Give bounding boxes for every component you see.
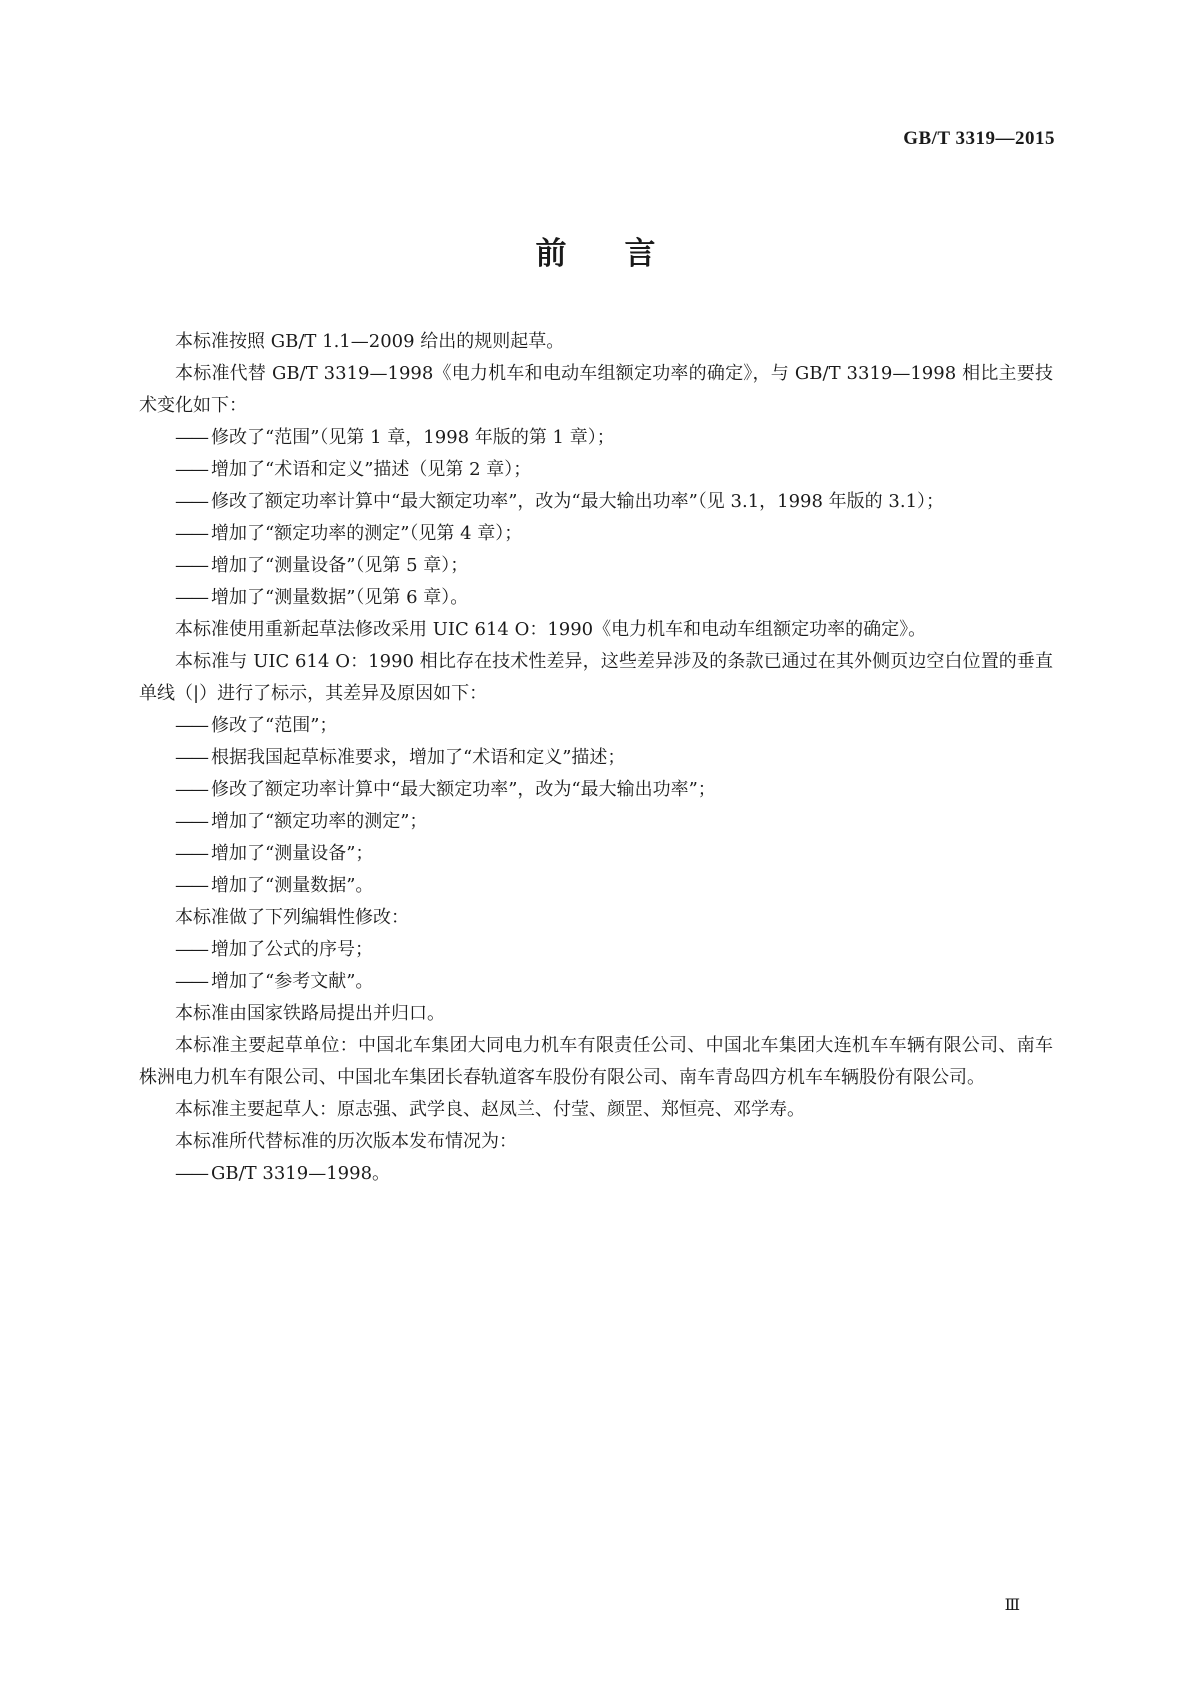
dash-marker: —— xyxy=(175,491,207,512)
list-item: —— 增加了“测量设备”； xyxy=(139,838,1053,870)
dash-marker: —— xyxy=(175,459,207,480)
paragraph-editorial: 本标准做了下列编辑性修改： xyxy=(175,907,409,928)
paragraph-differences: 本标准与 UIC 614 O：1990 相比存在技术性差异，这些差异涉及的条款已通过在其外侧页边空白位置的垂直单线（|）进行了标示，其差异及原因如下： xyxy=(139,651,1053,704)
dash-marker: —— xyxy=(175,523,207,544)
dash-marker: —— xyxy=(175,875,207,896)
dash-marker: —— xyxy=(175,427,207,448)
list-item: —— 增加了公式的序号； xyxy=(139,934,1053,966)
dash-marker: —— xyxy=(175,715,207,736)
list-item: —— 增加了“额定功率的测定”（见第 4 章）； xyxy=(139,518,1053,550)
paragraph-replaces: 本标准代替 GB/T 3319—1998《电力机车和电动车组额定功率的确定》，与 GB/T 3319—1998 相比主要技术变化如下： xyxy=(139,363,1053,416)
dash-marker: —— xyxy=(175,939,207,960)
page-title xyxy=(0,228,1191,273)
list-item: —— 根据我国起草标准要求，增加了“术语和定义”描述； xyxy=(139,742,1053,774)
dash-marker: —— xyxy=(175,747,207,768)
paragraph-proposer: 本标准由国家铁路局提出并归口。 xyxy=(175,1003,445,1024)
list-item: —— 增加了“测量设备”（见第 5 章）； xyxy=(139,550,1053,582)
paragraph-history: 本标准所代替标准的历次版本发布情况为： xyxy=(175,1131,517,1152)
list-item: —— 增加了“术语和定义”描述（见第 2 章）； xyxy=(139,454,1053,486)
list-item: —— GB/T 3319—1998。 xyxy=(139,1158,1053,1190)
list-item: —— 修改了额定功率计算中“最大额定功率”，改为“最大输出功率”（见 3.1，1998 年版的 3.1）； xyxy=(139,486,1053,518)
dash-marker: —— xyxy=(175,779,207,800)
dash-marker: —— xyxy=(175,843,207,864)
list-item: —— 增加了“参考文献”。 xyxy=(139,966,1053,998)
paragraph-drafting-rules: 本标准按照 GB/T 1.1—2009 给出的规则起草。 xyxy=(175,331,565,352)
list-item: —— 修改了额定功率计算中“最大额定功率”，改为“最大输出功率”； xyxy=(139,774,1053,806)
list-item: —— 修改了“范围”； xyxy=(139,710,1053,742)
list-item: —— 增加了“测量数据”。 xyxy=(139,870,1053,902)
title-char-1: 前 xyxy=(535,236,567,272)
list-item: —— 增加了“额定功率的测定”； xyxy=(139,806,1053,838)
dash-marker: —— xyxy=(175,811,207,832)
page-number: Ⅲ xyxy=(1004,1597,1020,1614)
foreword-body xyxy=(139,326,1053,1190)
paragraph-drafting-units: 本标准主要起草单位：中国北车集团大同电力机车有限责任公司、中国北车集团大连机车车辆有限公司、南车株洲电力机车有限公司、中国北车集团长春轨道客车股份有限公司、南车青岛四方机车车辆股份有限公司。 xyxy=(139,1035,1053,1088)
dash-marker: —— xyxy=(175,587,207,608)
dash-marker: —— xyxy=(175,971,207,992)
standard-number: GB/T 3319—2015 xyxy=(903,128,1055,149)
list-item: —— 修改了“范围”（见第 1 章，1998 年版的第 1 章）； xyxy=(139,422,1053,454)
dash-marker: —— xyxy=(175,555,207,576)
title-char-2: 言 xyxy=(624,236,656,272)
list-item: —— 增加了“测量数据”（见第 6 章）。 xyxy=(139,582,1053,614)
paragraph-drafters: 本标准主要起草人：原志强、武学良、赵凤兰、付莹、颜罡、郑恒亮、邓学寿。 xyxy=(175,1099,805,1120)
dash-marker: —— xyxy=(175,1163,207,1184)
paragraph-adoption: 本标准使用重新起草法修改采用 UIC 614 O：1990《电力机车和电动车组额定功率的确定》。 xyxy=(175,619,927,640)
